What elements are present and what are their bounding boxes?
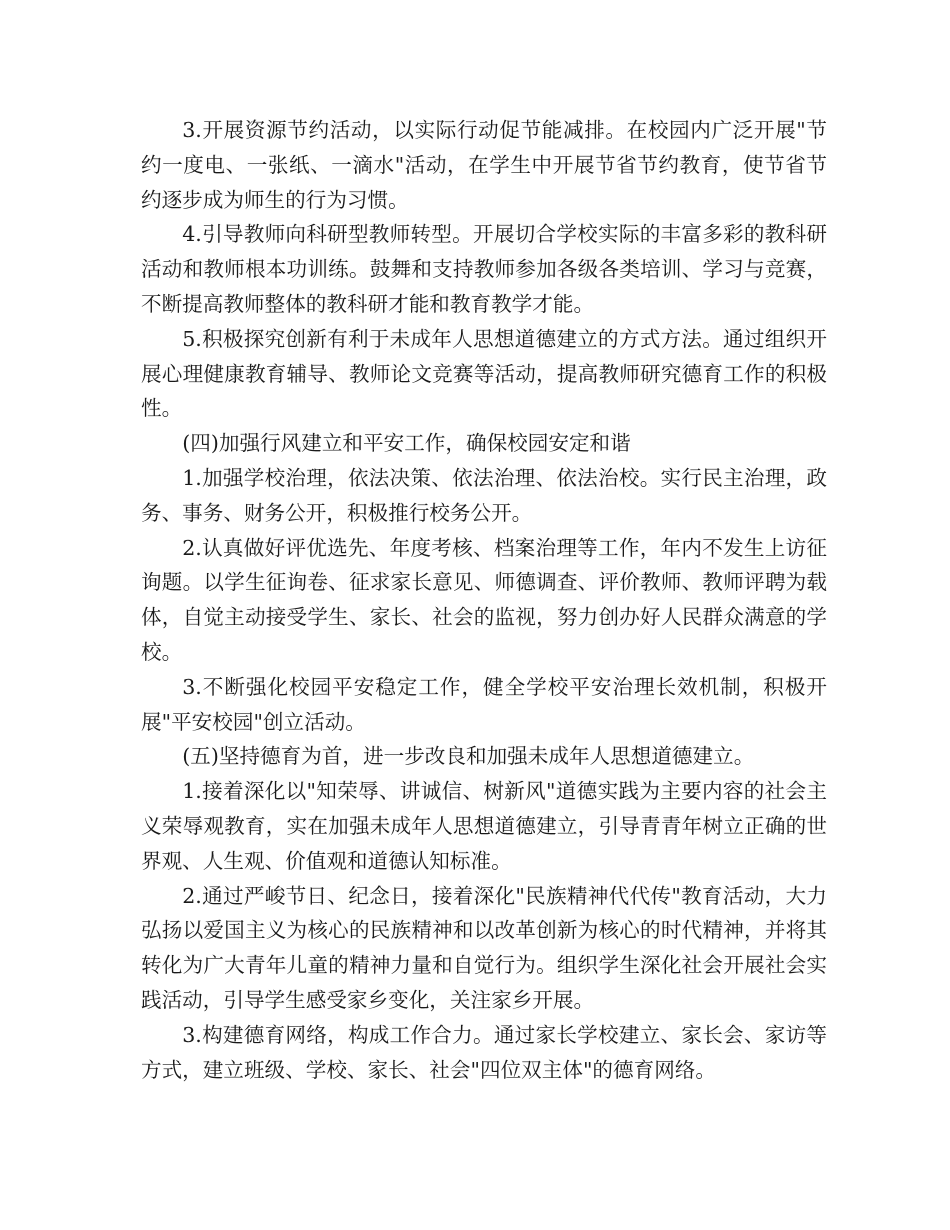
section-heading-4: (四)加强行风建立和平安工作，确保校园安定和谐: [182, 431, 631, 456]
paragraph-moral-network: 3.构建德育网络，构成工作合力。通过家长学校建立、家长会、家访等方式，建立班级、学校、家长、社会"四位双主体"的德育网络。: [141, 1022, 827, 1082]
paragraph-moral-methods: 5.积极探究创新有利于未成年人思想道德建立的方式方法。通过组织开展心理健康教育辅导、教师论文竞赛等活动，提高教师研究德育工作的积极性。: [141, 326, 827, 421]
paragraph-teacher-research: 4.引导教师向科研型教师转型。开展切合学校实际的丰富多彩的教科研活动和教师根本功训练。鼓舞和支持教师参加各级各类培训、学习与竞赛，不断提高教师整体的教科研才能和教育教学才能。: [141, 222, 827, 316]
paragraph-school-governance: 1.加强学校治理，依法决策、依法治理、依法治校。实行民主治理，政务、事务、财务公开，积极推行校务公开。: [141, 465, 827, 525]
document-body: [141, 113, 827, 1087]
paragraph-resource-saving: 3.开展资源节约活动，以实际行动促节能减排。在校园内广泛开展"节约一度电、一张纸、一滴水"活动，在学生中开展节省节约教育，使节省节约逐步成为师生的行为习惯。: [141, 118, 827, 212]
paragraph-campus-safety: 3.不断强化校园平安稳定工作，健全学校平安治理长效机制，积极开展"平安校园"创立活动。: [141, 674, 827, 734]
paragraph-national-spirit: 2.通过严峻节日、纪念日，接着深化"民族精神代代传"教育活动，大力弘扬以爱国主义为核心的民族精神和以改革创新为核心的时代精神，并将其转化为广大青年儿童的精神力量和自觉行为。组织学生深化社会开展社会实践活动，引导学生感受家乡变化，关注家乡开展。: [141, 883, 827, 1012]
section-heading-5: (五)坚持德育为首，进一步改良和加强未成年人思想道德建立。: [182, 744, 755, 769]
paragraph-evaluation-work: 2.认真做好评优选先、年度考核、档案治理等工作，年内不发生上访征询题。以学生征询卷、征求家长意见、师德调查、评价教师、教师评聘为载体，自觉主动接受学生、家长、社会的监视，努力创办好人民群众满意的学校。: [141, 535, 827, 664]
paragraph-honor-education: 1.接着深化以"知荣辱、讲诚信、树新风"道德实践为主要内容的社会主义荣辱观教育，实在加强未成年人思想道德建立，引导青青年树立正确的世界观、人生观、价值观和道德认知标准。: [141, 779, 827, 873]
